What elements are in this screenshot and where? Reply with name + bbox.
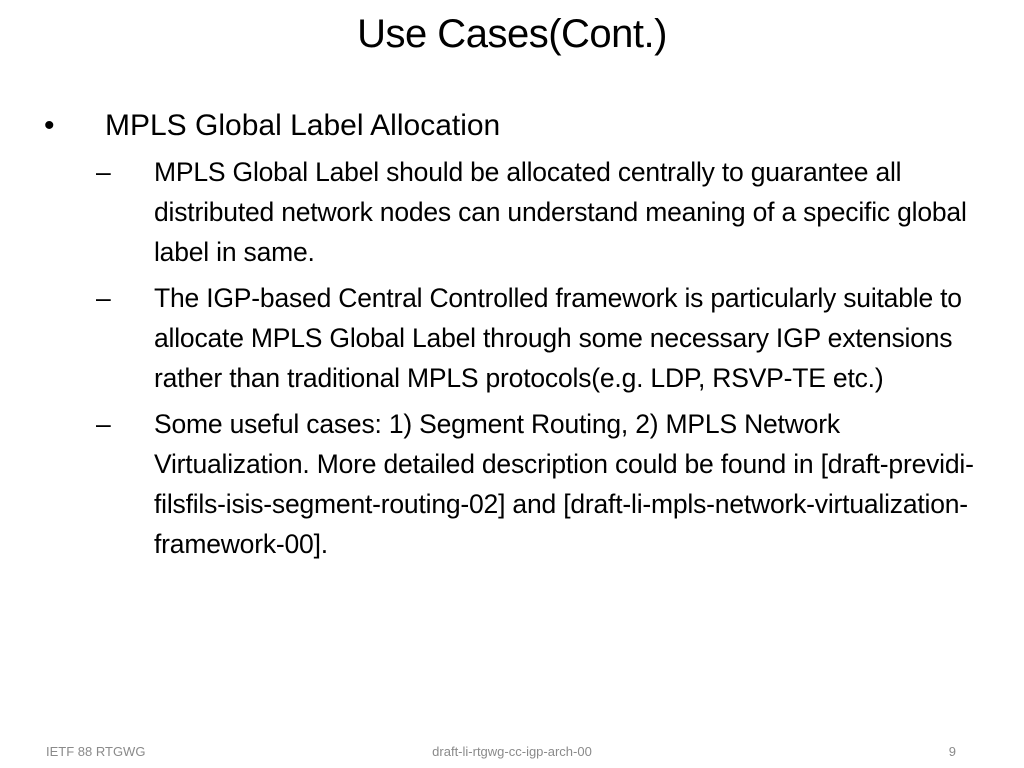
sub-bullet-text: Some useful cases: 1) Segment Routing, 2) MPLS Network Virtualization. More detailed description could be found in [draft-previdi-filsfils-isis-segment-routing-02] and [draft-li-mpls-network-virtualization-framework-00]. xyxy=(154,409,974,559)
sub-bullet-marker: – xyxy=(96,283,111,313)
slide-content xyxy=(44,104,994,570)
sub-bullet-marker: – xyxy=(96,157,111,187)
footer-left-text: IETF 88 RTGWG xyxy=(46,744,146,759)
sub-bullet-text: The IGP-based Central Controlled framework is particularly suitable to allocate MPLS Global Label through some necessary IGP extensions rather than traditional MPLS protocols(e.g. LDP, RSVP-TE etc.) xyxy=(154,283,962,393)
bullet-item xyxy=(44,104,994,148)
bullet-marker: • xyxy=(44,109,55,142)
sub-bullet-list xyxy=(44,152,994,564)
page-number: 9 xyxy=(948,744,956,759)
sub-bullet-item xyxy=(44,152,994,272)
footer-center-text: draft-li-rtgwg-cc-igp-arch-00 xyxy=(432,744,592,759)
slide-title: Use Cases(Cont.) xyxy=(357,12,667,56)
sub-bullet-item xyxy=(44,278,994,398)
bullet-text: MPLS Global Label Allocation xyxy=(105,109,501,142)
sub-bullet-item xyxy=(44,404,994,564)
sub-bullet-marker: – xyxy=(96,409,111,439)
sub-bullet-text: MPLS Global Label should be allocated centrally to guarantee all distributed network nodes can understand meaning of a specific global label in same. xyxy=(154,157,967,267)
